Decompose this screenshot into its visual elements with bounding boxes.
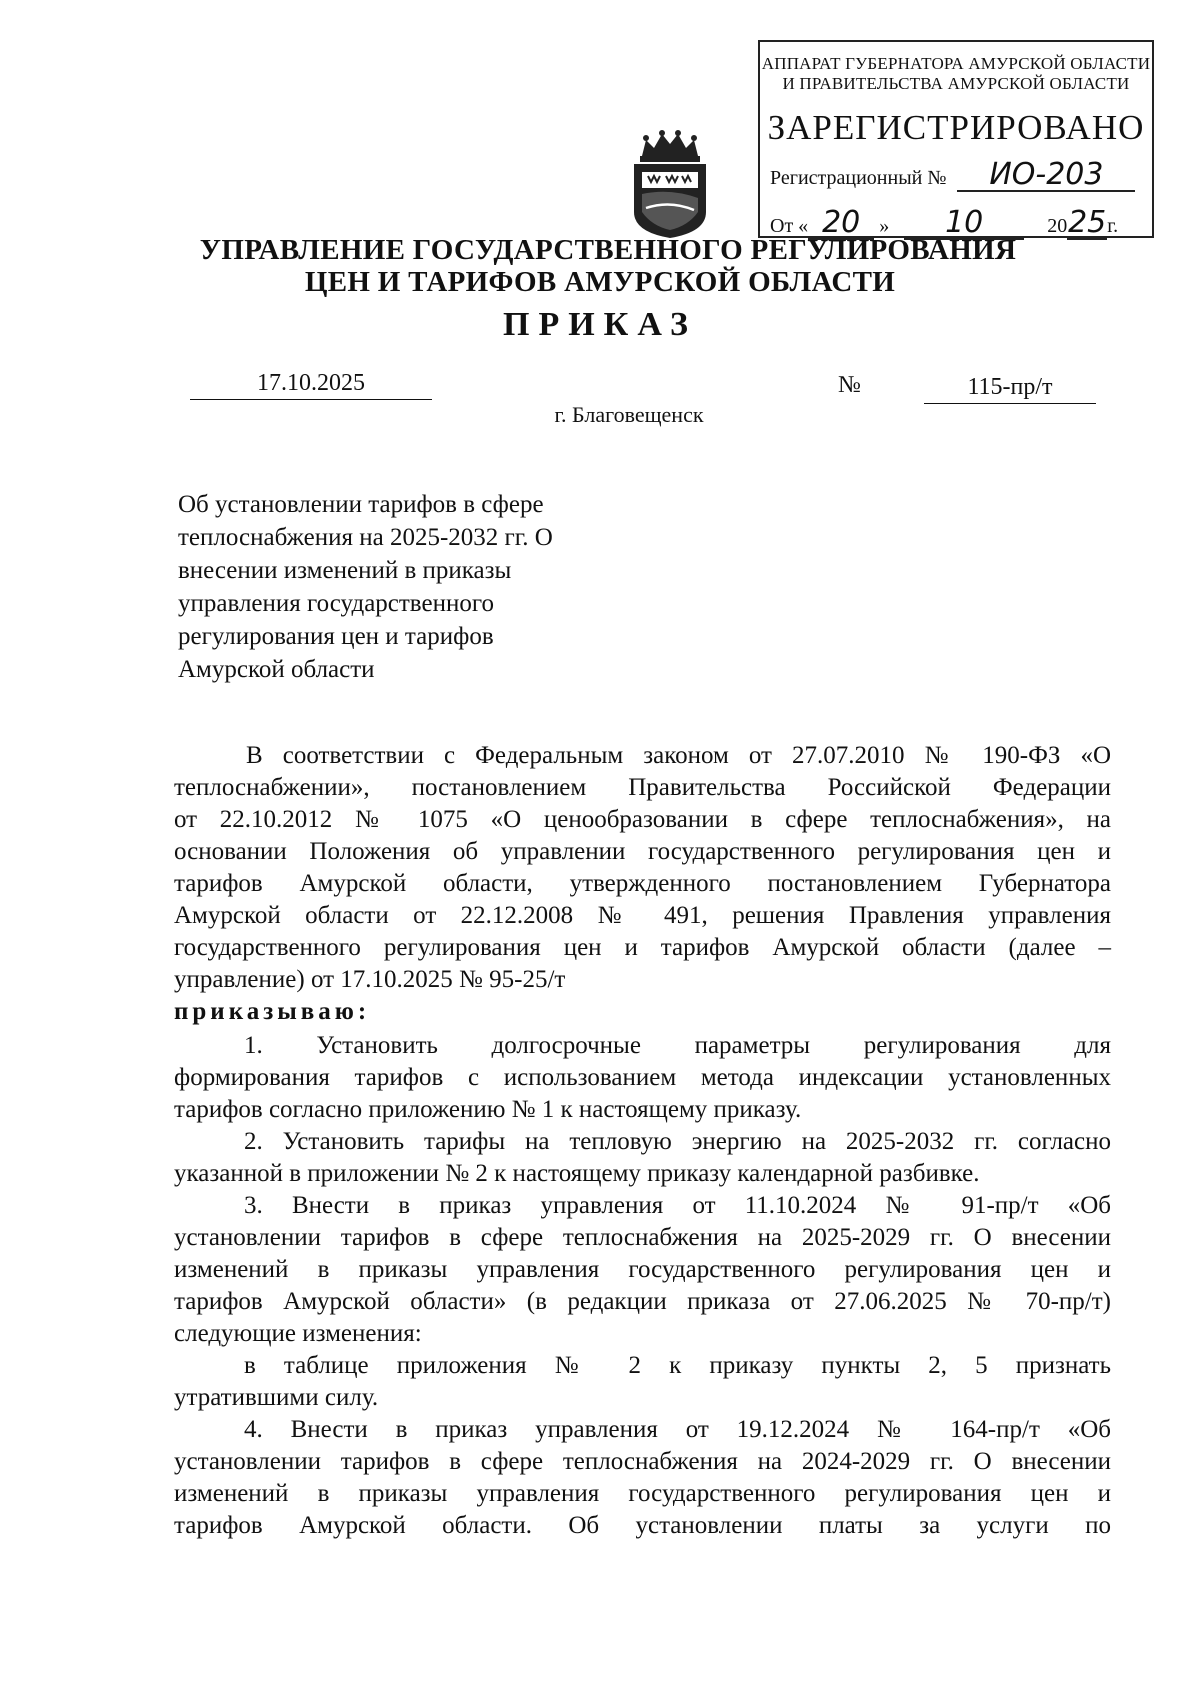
stamp-date-close-quote: » — [879, 215, 890, 237]
item-2-line: 2. Установить тарифы на тепловую энергию на 2025-2032 гг. согласно — [244, 1128, 1111, 1155]
subject-line: теплоснабжения на 2025-2032 гг. О — [178, 524, 553, 551]
document-subject — [178, 488, 638, 686]
subject-line: внесении изменений в приказы — [178, 557, 512, 584]
preamble-line: управление) от 17.10.2025 № 95-25/т — [174, 966, 566, 993]
stamp-authority-line2: И ПРАВИТЕЛЬСТВА АМУРСКОЙ ОБЛАСТИ — [782, 74, 1130, 93]
stamp-date-month: 10 — [904, 208, 1024, 240]
preamble-line: теплоснабжении», постановлением Правительства Российской Федерации — [174, 774, 1111, 801]
order-word: приказываю: — [174, 998, 371, 1025]
registration-stamp — [758, 40, 1154, 238]
stamp-registration-row — [770, 157, 1135, 192]
number-sign: № — [838, 372, 861, 398]
preamble-line: Амурской области от 22.12.2008 № 491, решения Правления управления — [174, 902, 1111, 929]
preamble-line: В соответствии с Федеральным законом от 27.07.2010 № 190-ФЗ «О — [246, 742, 1111, 769]
stamp-year-prefix: 20 — [1047, 215, 1068, 237]
document-number: 115-пр/т — [924, 374, 1096, 404]
item-1-line: тарифов согласно приложению № 1 к настоящему приказу. — [174, 1096, 802, 1123]
subject-line: управления государственного — [178, 590, 494, 617]
item-4-line: установлении тарифов в сфере теплоснабжения на 2024-2029 гг. О внесении — [174, 1448, 1111, 1475]
item-1-line: формирования тарифов с использованием метода индексации установленных — [174, 1064, 1111, 1091]
document-title: ПРИКАЗ — [503, 306, 697, 343]
document-date: 17.10.2025 — [190, 370, 432, 400]
item-4-line: 4. Внести в приказ управления от 19.12.2024 № 164-пр/т «Об — [244, 1416, 1111, 1443]
stamp-status: ЗАРЕГИСТРИРОВАНО — [767, 108, 1145, 147]
item-3-line: тарифов Амурской области» (в редакции приказа от 27.06.2025 № 70-пр/т) — [174, 1288, 1111, 1315]
stamp-year-suffix: 25 — [1068, 205, 1107, 240]
document-city: г. Благовещенск — [554, 402, 704, 427]
preamble-line: тарифов Амурской области, утвержденного постановлением Губернатора — [174, 870, 1111, 897]
item-1-line: 1. Установить долгосрочные параметры регулирования для — [244, 1032, 1111, 1059]
subject-line: регулирования цен и тарифов — [178, 623, 494, 650]
item-3-line: установлении тарифов в сфере теплоснабжения на 2025-2029 гг. О внесении — [174, 1224, 1111, 1251]
org-name-line1: УПРАВЛЕНИЕ ГОСУДАРСТВЕННОГО РЕГУЛИРОВАНИЯ — [199, 234, 1017, 266]
stamp-date-from-label: От « — [770, 215, 809, 237]
item-3-line: следующие изменения: — [174, 1320, 422, 1347]
order-items — [174, 1030, 1111, 1542]
item-3-line: изменений в приказы управления государственного регулирования цен и — [174, 1256, 1111, 1283]
item-2-line: указанной в приложении № 2 к настоящему приказу календарной разбивке. — [174, 1160, 980, 1187]
preamble-paragraph — [174, 740, 1111, 1026]
preamble-line: от 22.10.2012 № 1075 «О ценообразовании в сфере теплоснабжения», на — [174, 806, 1111, 833]
stamp-date-day: 20 — [808, 208, 874, 240]
coat-of-arms-icon — [628, 128, 712, 240]
stamp-authority-line1: АППАРАТ ГУБЕРНАТОРА АМУРСКОЙ ОБЛАСТИ — [761, 54, 1151, 73]
subject-line: Амурской области — [178, 656, 375, 683]
subject-line: Об установлении тарифов в сфере — [178, 491, 544, 518]
stamp-reg-label: Регистрационный № — [770, 167, 947, 189]
preamble-line: основании Положения об управлении государственного регулирования цен и — [174, 838, 1111, 865]
stamp-year-g: г. — [1107, 215, 1119, 237]
item-4-line: тарифов Амурской области. Об установлении платы за услуги по — [174, 1512, 1111, 1539]
org-name-line2: ЦЕН И ТАРИФОВ АМУРСКОЙ ОБЛАСТИ — [304, 266, 896, 298]
item-4-line: изменений в приказы управления государственного регулирования цен и — [174, 1480, 1111, 1507]
item-3-line: в таблице приложения № 2 к приказу пункты 2, 5 признать — [244, 1352, 1111, 1379]
preamble-line: государственного регулирования цен и тарифов Амурской области (далее – — [174, 934, 1111, 961]
item-3-line: 3. Внести в приказ управления от 11.10.2024 № 91-пр/т «Об — [244, 1192, 1111, 1219]
stamp-reg-number: ИО-203 — [957, 160, 1135, 192]
item-3-line: утратившими силу. — [174, 1384, 379, 1411]
